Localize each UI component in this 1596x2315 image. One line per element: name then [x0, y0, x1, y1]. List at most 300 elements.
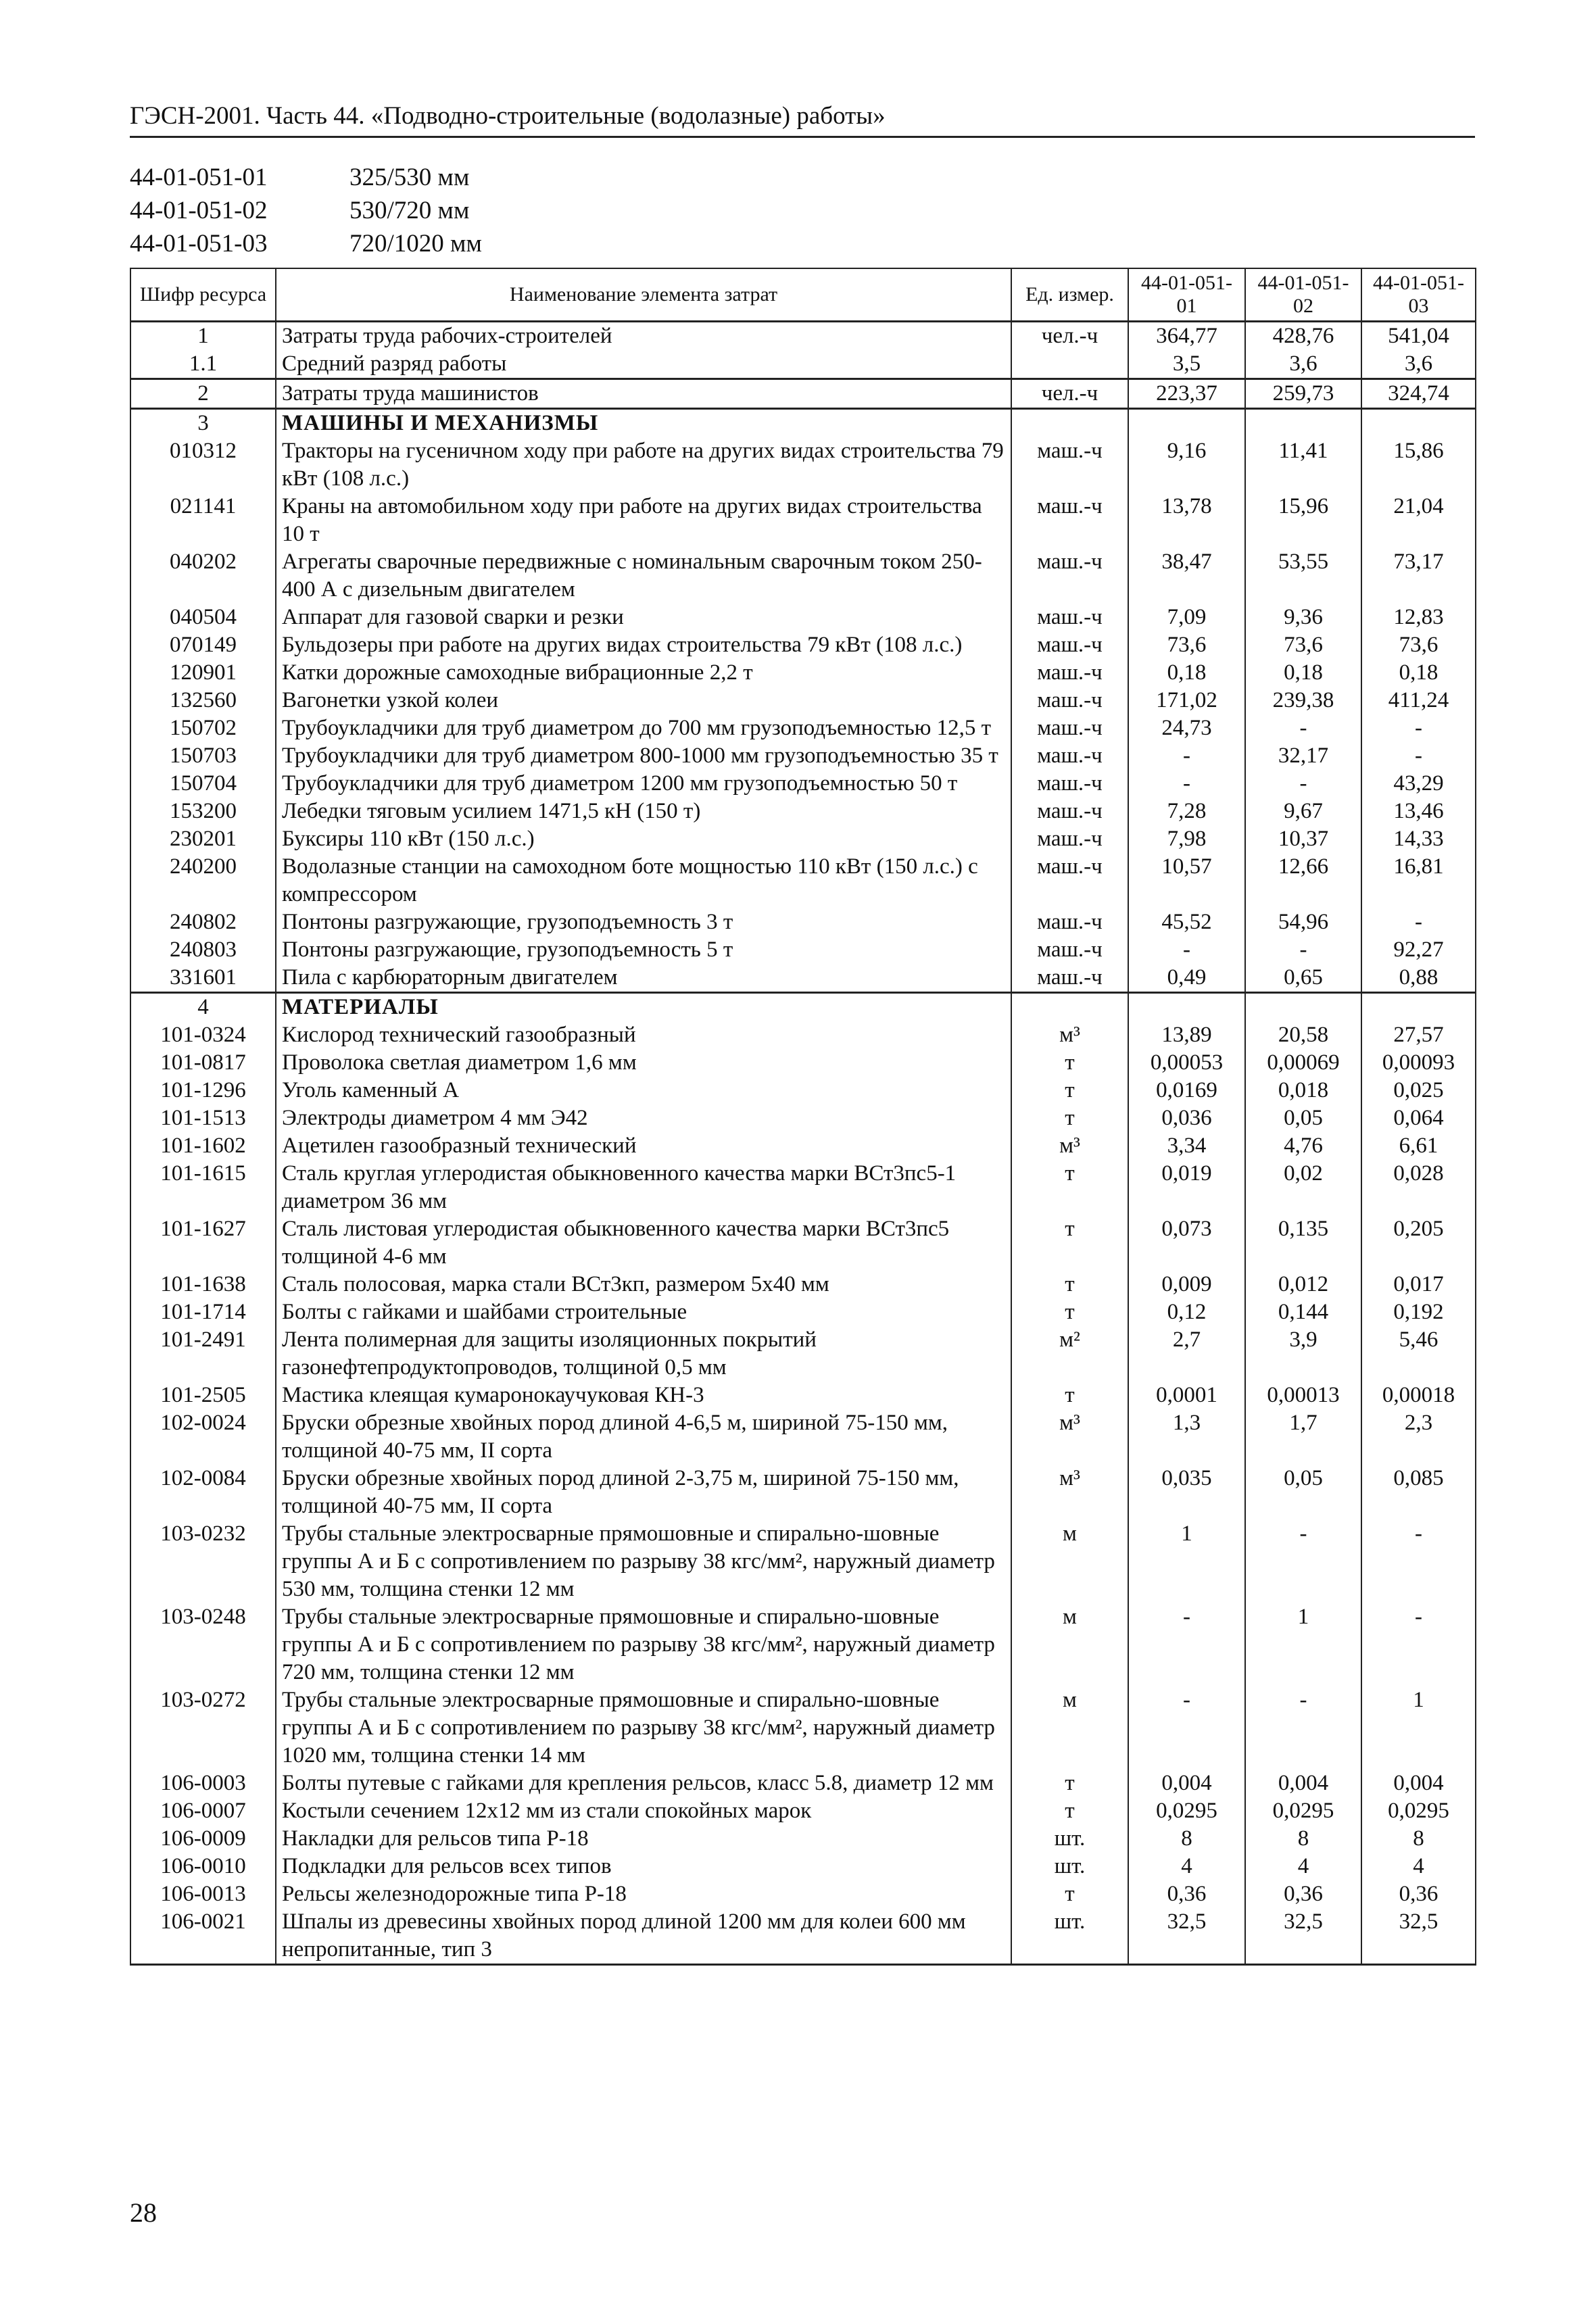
value-col-1: 0,0295 [1128, 1797, 1245, 1825]
table-row [130, 1853, 1476, 1880]
value-col-1: 0,18 [1128, 659, 1245, 687]
resource-name: Вагонетки узкой колеи [276, 687, 1011, 714]
resource-name: Болты путевые с гайками для крепления рельсов, класс 5.8, диаметр 12 мм [276, 1770, 1011, 1797]
resource-code: 102-0024 [130, 1409, 276, 1465]
resource-name: Сталь круглая углеродистая обыкновенного качества марки ВСт3пс5-1 диаметром 36 мм [276, 1160, 1011, 1215]
norm-code-row [130, 194, 482, 227]
value-col-1: 4 [1128, 1853, 1245, 1880]
resource-name: Буксиры 110 кВт (150 л.с.) [276, 825, 1011, 853]
resource-code: 040202 [130, 548, 276, 604]
table-row [130, 1077, 1476, 1104]
value-col-3: 0,88 [1361, 964, 1476, 993]
value-col-1: 1 [1128, 1520, 1245, 1603]
resource-name: Водолазные станции на самоходном боте мощностью 110 кВт (150 л.с.) с компрессором [276, 853, 1011, 908]
value-col-1: 38,47 [1128, 548, 1245, 604]
resource-name: Трубы стальные электросварные прямошовные и спирально-шовные группы А и Б с сопротивлением по разрыву 38 кгс/мм², наружный диаметр 720 мм, толщина стенки 12 мм [276, 1603, 1011, 1686]
value-col-2: 0,18 [1245, 659, 1361, 687]
table-row [130, 659, 1476, 687]
section-row [130, 993, 1476, 1022]
resource-name: Средний разряд работы [276, 350, 1011, 379]
value-col-2: - [1245, 770, 1361, 798]
value-col-1: 0,12 [1128, 1298, 1245, 1326]
table-row [130, 379, 1476, 409]
norm-code: 44-01-051-03 [130, 230, 268, 258]
resource-code: 040504 [130, 604, 276, 631]
resource-name: Затраты труда машинистов [276, 379, 1011, 409]
resource-code: 101-2491 [130, 1326, 276, 1382]
value-col-3: 92,27 [1361, 936, 1476, 964]
value-col-2: - [1245, 1686, 1361, 1770]
unit: маш.-ч [1011, 936, 1128, 964]
resource-code: 106-0013 [130, 1880, 276, 1908]
unit: чел.-ч [1011, 322, 1128, 351]
unit: шт. [1011, 1908, 1128, 1965]
norm-code: 44-01-051-02 [130, 197, 268, 224]
value-col-1: 32,5 [1128, 1908, 1245, 1965]
value-col-3: 541,04 [1361, 322, 1476, 351]
resource-code: 106-0021 [130, 1908, 276, 1965]
table-row [130, 1271, 1476, 1298]
value-col-3: 0,18 [1361, 659, 1476, 687]
resource-name: Трубоукладчики для труб диаметром 800-1000 мм грузоподъемностью 35 т [276, 742, 1011, 770]
value-col-3: - [1361, 1603, 1476, 1686]
resource-code: 2 [130, 379, 276, 409]
unit: маш.-ч [1011, 742, 1128, 770]
table-row [130, 548, 1476, 604]
value-col-3: 16,81 [1361, 853, 1476, 908]
unit: маш.-ч [1011, 631, 1128, 659]
resource-name: Болты с гайками и шайбами строительные [276, 1298, 1011, 1326]
value-col-1: 0,036 [1128, 1104, 1245, 1132]
unit: м² [1011, 1326, 1128, 1382]
value-col-2: 9,67 [1245, 798, 1361, 825]
resource-name: Лента полимерная для защиты изоляционных покрытий газонефтепродуктопроводов, толщиной 0,5 мм [276, 1326, 1011, 1382]
value-col-1: 3,5 [1128, 350, 1245, 379]
unit: маш.-ч [1011, 548, 1128, 604]
value-col-3: 5,46 [1361, 1326, 1476, 1382]
value-col-2: 0,012 [1245, 1271, 1361, 1298]
table-row [130, 604, 1476, 631]
value-col-1: 0,00053 [1128, 1049, 1245, 1077]
resource-code: 331601 [130, 964, 276, 993]
resource-code: 106-0003 [130, 1770, 276, 1797]
resource-code: 103-0248 [130, 1603, 276, 1686]
resource-name: Трубоукладчики для труб диаметром до 700 мм грузоподъемностью 12,5 т [276, 714, 1011, 742]
value-col-3: 27,57 [1361, 1021, 1476, 1049]
table-row [130, 770, 1476, 798]
resource-code: 3 [130, 409, 276, 438]
unit: маш.-ч [1011, 770, 1128, 798]
value-col-3: 8 [1361, 1825, 1476, 1853]
resource-name: Накладки для рельсов типа Р-18 [276, 1825, 1011, 1853]
table-row [130, 798, 1476, 825]
resource-name: Подкладки для рельсов всех типов [276, 1853, 1011, 1880]
value-col-3: 0,025 [1361, 1077, 1476, 1104]
value-col-1: 45,52 [1128, 908, 1245, 936]
resource-name: Мастика клеящая кумаронокаучуковая КН-3 [276, 1382, 1011, 1409]
value-col-1: 9,16 [1128, 437, 1245, 493]
value-col-2: 239,38 [1245, 687, 1361, 714]
table-row [130, 936, 1476, 964]
value-col-1: - [1128, 1686, 1245, 1770]
value-col-2: 11,41 [1245, 437, 1361, 493]
resource-code: 101-1602 [130, 1132, 276, 1160]
unit: маш.-ч [1011, 714, 1128, 742]
table-row [130, 350, 1476, 379]
resource-code: 150704 [130, 770, 276, 798]
value-col-3: 12,83 [1361, 604, 1476, 631]
value-col-3: 4 [1361, 1853, 1476, 1880]
resource-code: 150703 [130, 742, 276, 770]
value-col-1: 171,02 [1128, 687, 1245, 714]
value-col-3: 2,3 [1361, 1409, 1476, 1465]
unit [1011, 993, 1128, 1022]
unit: маш.-ч [1011, 825, 1128, 853]
resource-code: 132560 [130, 687, 276, 714]
resource-name: Сталь полосовая, марка стали ВСт3кп, размером 5х40 мм [276, 1271, 1011, 1298]
value-col-2: 4,76 [1245, 1132, 1361, 1160]
value-col-3: 14,33 [1361, 825, 1476, 853]
resource-name: МАШИНЫ И МЕХАНИЗМЫ [276, 409, 1011, 438]
value-col-2 [1245, 993, 1361, 1022]
value-col-2: 3,6 [1245, 350, 1361, 379]
resource-code: 106-0009 [130, 1825, 276, 1853]
unit: т [1011, 1160, 1128, 1215]
resource-code: 120901 [130, 659, 276, 687]
resource-code: 021141 [130, 493, 276, 548]
value-col-1: 7,98 [1128, 825, 1245, 853]
value-col-3: 411,24 [1361, 687, 1476, 714]
value-col-3 [1361, 993, 1476, 1022]
table-row [130, 853, 1476, 908]
unit: маш.-ч [1011, 853, 1128, 908]
header-code: Шифр ресурса [130, 268, 276, 322]
unit: маш.-ч [1011, 908, 1128, 936]
norm-code-desc: 720/1020 мм [349, 230, 482, 258]
value-col-3: 0,004 [1361, 1770, 1476, 1797]
value-col-1: - [1128, 1603, 1245, 1686]
resource-code: 150702 [130, 714, 276, 742]
unit: маш.-ч [1011, 659, 1128, 687]
table-row [130, 1520, 1476, 1603]
value-col-2: 15,96 [1245, 493, 1361, 548]
value-col-3: 0,064 [1361, 1104, 1476, 1132]
value-col-2 [1245, 409, 1361, 438]
resource-code: 240200 [130, 853, 276, 908]
value-col-3: - [1361, 1520, 1476, 1603]
unit: м³ [1011, 1021, 1128, 1049]
unit: маш.-ч [1011, 493, 1128, 548]
value-col-1: 0,0001 [1128, 1382, 1245, 1409]
value-col-1: 0,073 [1128, 1215, 1245, 1271]
value-col-3: 0,00093 [1361, 1049, 1476, 1077]
value-col-1: 13,89 [1128, 1021, 1245, 1049]
unit: м [1011, 1686, 1128, 1770]
value-col-1: 1,3 [1128, 1409, 1245, 1465]
table-row [130, 631, 1476, 659]
resource-name: Бруски обрезные хвойных пород длиной 4-6,5 м, шириной 75-150 мм, толщиной 40-75 мм, II сорта [276, 1409, 1011, 1465]
unit: маш.-ч [1011, 687, 1128, 714]
resource-code: 101-1627 [130, 1215, 276, 1271]
resource-name: МАТЕРИАЛЫ [276, 993, 1011, 1022]
resource-name: Катки дорожные самоходные вибрационные 2,2 т [276, 659, 1011, 687]
value-col-3: 1 [1361, 1686, 1476, 1770]
page-header: ГЭСН-2001. Часть 44. «Подводно-строительные (водолазные) работы» [130, 101, 1475, 138]
value-col-2: 1 [1245, 1603, 1361, 1686]
value-col-2: 32,5 [1245, 1908, 1361, 1965]
header-unit: Ед. измер. [1011, 268, 1128, 322]
value-col-3: 6,61 [1361, 1132, 1476, 1160]
value-col-2: 0,004 [1245, 1770, 1361, 1797]
value-col-1 [1128, 993, 1245, 1022]
value-col-2: 0,36 [1245, 1880, 1361, 1908]
table-row [130, 825, 1476, 853]
norm-code-row [130, 227, 482, 260]
value-col-1: - [1128, 936, 1245, 964]
value-col-1: 7,28 [1128, 798, 1245, 825]
table-row [130, 1880, 1476, 1908]
value-col-2: 4 [1245, 1853, 1361, 1880]
resource-code: 101-0817 [130, 1049, 276, 1077]
norm-codes [130, 161, 482, 260]
table-row [130, 714, 1476, 742]
value-col-2: 0,00013 [1245, 1382, 1361, 1409]
resource-code: 240803 [130, 936, 276, 964]
table-row [130, 493, 1476, 548]
table-row [130, 1104, 1476, 1132]
value-col-3: - [1361, 908, 1476, 936]
table-row [130, 1825, 1476, 1853]
value-col-2: 0,65 [1245, 964, 1361, 993]
value-col-2: 20,58 [1245, 1021, 1361, 1049]
unit: шт. [1011, 1825, 1128, 1853]
resource-code: 101-1615 [130, 1160, 276, 1215]
value-col-3: 73,6 [1361, 631, 1476, 659]
resource-code: 070149 [130, 631, 276, 659]
value-col-3: 0,00018 [1361, 1382, 1476, 1409]
unit: м³ [1011, 1132, 1128, 1160]
table-row [130, 1326, 1476, 1382]
unit: м³ [1011, 1465, 1128, 1520]
unit: маш.-ч [1011, 437, 1128, 493]
resource-name: Трубы стальные электросварные прямошовные и спирально-шовные группы А и Б с сопротивлением по разрыву 38 кгс/мм², наружный диаметр 1020 мм, толщина стенки 14 мм [276, 1686, 1011, 1770]
resource-code: 4 [130, 993, 276, 1022]
value-col-2: 0,00069 [1245, 1049, 1361, 1077]
header-col-2: 44-01-051-02 [1245, 268, 1361, 322]
value-col-3: 0,028 [1361, 1160, 1476, 1215]
table-row [130, 437, 1476, 493]
value-col-2: 12,66 [1245, 853, 1361, 908]
unit: т [1011, 1049, 1128, 1077]
unit: маш.-ч [1011, 798, 1128, 825]
value-col-3: 0,0295 [1361, 1797, 1476, 1825]
table-row [130, 964, 1476, 993]
resource-code: 240802 [130, 908, 276, 936]
unit: т [1011, 1770, 1128, 1797]
value-col-1: 364,77 [1128, 322, 1245, 351]
resource-code: 106-0010 [130, 1853, 276, 1880]
table-row [130, 1215, 1476, 1271]
value-col-1: - [1128, 742, 1245, 770]
unit: маш.-ч [1011, 604, 1128, 631]
table-row [130, 1160, 1476, 1215]
resource-code: 101-1638 [130, 1271, 276, 1298]
table-row [130, 742, 1476, 770]
resource-code: 101-1513 [130, 1104, 276, 1132]
resource-name: Сталь листовая углеродистая обыкновенного качества марки ВСт3пс5 толщиной 4-6 мм [276, 1215, 1011, 1271]
unit: т [1011, 1797, 1128, 1825]
table-row [130, 1603, 1476, 1686]
value-col-3: - [1361, 714, 1476, 742]
norm-code-desc: 325/530 мм [349, 164, 470, 191]
value-col-1: 0,019 [1128, 1160, 1245, 1215]
table-body [130, 322, 1476, 1965]
value-col-3: 32,5 [1361, 1908, 1476, 1965]
resource-name: Понтоны разгружающие, грузоподъемность 3 т [276, 908, 1011, 936]
value-col-1: 24,73 [1128, 714, 1245, 742]
table-row [130, 1049, 1476, 1077]
header-col-1: 44-01-051-01 [1128, 268, 1245, 322]
value-col-2: 0,0295 [1245, 1797, 1361, 1825]
value-col-2: 53,55 [1245, 548, 1361, 604]
resource-name: Уголь каменный А [276, 1077, 1011, 1104]
value-col-3: 21,04 [1361, 493, 1476, 548]
value-col-3: 3,6 [1361, 350, 1476, 379]
resource-name: Бруски обрезные хвойных пород длиной 2-3,75 м, шириной 75-150 мм, толщиной 40-75 мм, II сорта [276, 1465, 1011, 1520]
unit: т [1011, 1215, 1128, 1271]
unit: м³ [1011, 1409, 1128, 1465]
norm-code-row [130, 161, 482, 194]
value-col-1: 10,57 [1128, 853, 1245, 908]
value-col-2: 8 [1245, 1825, 1361, 1853]
resource-name: Шпалы из древесины хвойных пород длиной 1200 мм для колеи 600 мм непропитанные, тип 3 [276, 1908, 1011, 1965]
table-row [130, 1132, 1476, 1160]
table-row [130, 1298, 1476, 1326]
resource-code: 101-0324 [130, 1021, 276, 1049]
value-col-2: 428,76 [1245, 322, 1361, 351]
table-row [130, 687, 1476, 714]
value-col-1 [1128, 409, 1245, 438]
header-name: Наименование элемента затрат [276, 268, 1011, 322]
value-col-2: 0,02 [1245, 1160, 1361, 1215]
value-col-3: 0,192 [1361, 1298, 1476, 1326]
value-col-1: 0,36 [1128, 1880, 1245, 1908]
value-col-3: 15,86 [1361, 437, 1476, 493]
unit: м [1011, 1603, 1128, 1686]
value-col-2: 1,7 [1245, 1409, 1361, 1465]
resource-name: Кислород технический газообразный [276, 1021, 1011, 1049]
unit [1011, 350, 1128, 379]
unit: т [1011, 1104, 1128, 1132]
resource-name: Затраты труда рабочих-строителей [276, 322, 1011, 351]
resource-code: 102-0084 [130, 1465, 276, 1520]
unit: м [1011, 1520, 1128, 1603]
value-col-1: 0,004 [1128, 1770, 1245, 1797]
table-row [130, 1770, 1476, 1797]
value-col-2: 0,018 [1245, 1077, 1361, 1104]
value-col-2: 10,37 [1245, 825, 1361, 853]
value-col-2: 259,73 [1245, 379, 1361, 409]
resource-name: Трубоукладчики для труб диаметром 1200 мм грузоподъемностью 50 т [276, 770, 1011, 798]
value-col-1: 223,37 [1128, 379, 1245, 409]
resource-code: 1 [130, 322, 276, 351]
resource-name: Трубы стальные электросварные прямошовные и спирально-шовные группы А и Б с сопротивлением по разрыву 38 кгс/мм², наружный диаметр 530 мм, толщина стенки 12 мм [276, 1520, 1011, 1603]
value-col-2: - [1245, 714, 1361, 742]
value-col-2: 0,135 [1245, 1215, 1361, 1271]
resource-name: Лебедки тяговым усилием 1471,5 кН (150 т) [276, 798, 1011, 825]
table-row [130, 1382, 1476, 1409]
resource-code: 1.1 [130, 350, 276, 379]
table-row [130, 1465, 1476, 1520]
value-col-3: 73,17 [1361, 548, 1476, 604]
unit: т [1011, 1382, 1128, 1409]
value-col-2: 9,36 [1245, 604, 1361, 631]
table-row [130, 1797, 1476, 1825]
value-col-1: 0,035 [1128, 1465, 1245, 1520]
value-col-3: 0,085 [1361, 1465, 1476, 1520]
norm-code: 44-01-051-01 [130, 164, 268, 191]
table-row [130, 1021, 1476, 1049]
value-col-3: 0,36 [1361, 1880, 1476, 1908]
unit: маш.-ч [1011, 964, 1128, 993]
resource-name: Понтоны разгружающие, грузоподъемность 5 т [276, 936, 1011, 964]
unit: т [1011, 1880, 1128, 1908]
value-col-1: 7,09 [1128, 604, 1245, 631]
resource-code: 103-0232 [130, 1520, 276, 1603]
table-row [130, 322, 1476, 351]
resource-code: 101-2505 [130, 1382, 276, 1409]
value-col-1: 3,34 [1128, 1132, 1245, 1160]
resource-name: Электроды диаметром 4 мм Э42 [276, 1104, 1011, 1132]
table-row [130, 1686, 1476, 1770]
unit: чел.-ч [1011, 379, 1128, 409]
value-col-1: 8 [1128, 1825, 1245, 1853]
resource-name: Ацетилен газообразный технический [276, 1132, 1011, 1160]
value-col-3: 0,017 [1361, 1271, 1476, 1298]
value-col-1: 0,49 [1128, 964, 1245, 993]
resource-code: 101-1296 [130, 1077, 276, 1104]
value-col-2: 73,6 [1245, 631, 1361, 659]
value-col-3 [1361, 409, 1476, 438]
unit [1011, 409, 1128, 438]
value-col-3: - [1361, 742, 1476, 770]
value-col-2: 3,9 [1245, 1326, 1361, 1382]
value-col-3: 13,46 [1361, 798, 1476, 825]
resource-name: Тракторы на гусеничном ходу при работе на других видах строительства 79 кВт (108 л.с.) [276, 437, 1011, 493]
value-col-2: - [1245, 1520, 1361, 1603]
norm-code-desc: 530/720 мм [349, 197, 470, 224]
resource-name: Костыли сечением 12х12 мм из стали спокойных марок [276, 1797, 1011, 1825]
value-col-3: 0,205 [1361, 1215, 1476, 1271]
page-number: 28 [130, 2197, 157, 2228]
table-header-row [130, 268, 1476, 322]
unit: т [1011, 1077, 1128, 1104]
value-col-2: 0,05 [1245, 1104, 1361, 1132]
resource-code: 153200 [130, 798, 276, 825]
value-col-1: 13,78 [1128, 493, 1245, 548]
value-col-1: 0,0169 [1128, 1077, 1245, 1104]
resource-table [130, 268, 1476, 1966]
value-col-2: 32,17 [1245, 742, 1361, 770]
resource-name: Краны на автомобильном ходу при работе на других видах строительства 10 т [276, 493, 1011, 548]
value-col-1: 0,009 [1128, 1271, 1245, 1298]
unit: шт. [1011, 1853, 1128, 1880]
resource-name: Агрегаты сварочные передвижные с номинальным сварочным током 250-400 А с дизельным двигателем [276, 548, 1011, 604]
resource-name: Аппарат для газовой сварки и резки [276, 604, 1011, 631]
resource-code: 106-0007 [130, 1797, 276, 1825]
resource-code: 101-1714 [130, 1298, 276, 1326]
table-row [130, 1409, 1476, 1465]
